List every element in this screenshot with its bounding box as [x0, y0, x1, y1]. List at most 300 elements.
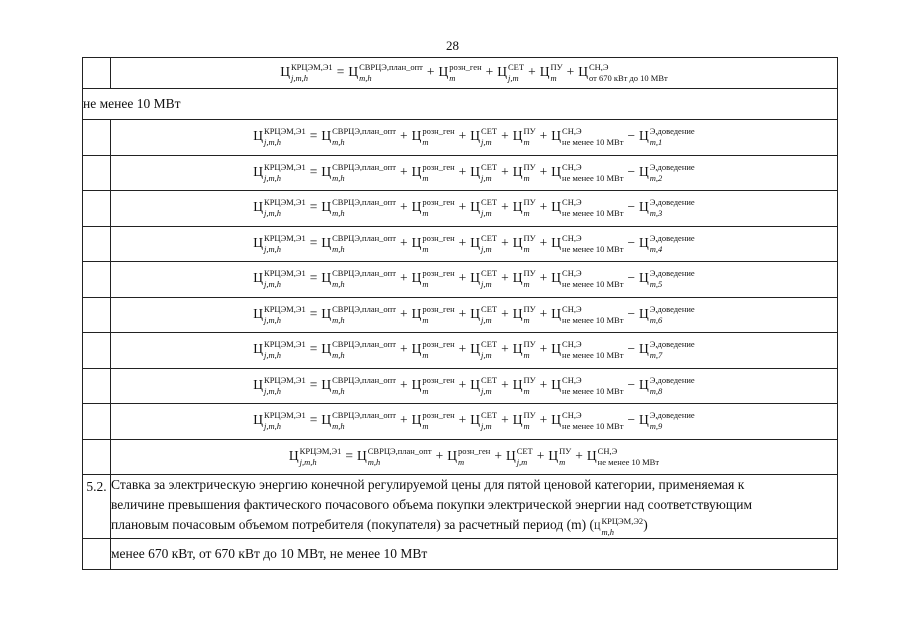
plus-sign: + — [539, 128, 548, 144]
superscript: СН,Э — [562, 374, 582, 385]
price-symbol: Ц — [551, 163, 562, 179]
minus-sign: − — [627, 199, 636, 215]
superscript: розн_ген — [449, 62, 482, 72]
superscript: Э,доведение — [649, 161, 695, 172]
subscript: m — [523, 172, 530, 183]
subscript: m,7 — [649, 350, 663, 361]
script-stack — [523, 233, 535, 255]
formula-term — [412, 268, 455, 290]
plus-sign: + — [539, 199, 548, 215]
formula-term — [412, 410, 455, 432]
script-stack — [650, 162, 695, 184]
subscript: от 670 кВт до 10 МВт — [588, 73, 668, 83]
table-row — [83, 404, 838, 440]
price-symbol: Ц — [578, 64, 588, 80]
superscript: ПУ — [523, 303, 536, 314]
price-symbol: Ц — [411, 199, 422, 215]
formula-term — [348, 62, 423, 84]
number-cell — [83, 58, 111, 89]
script-stack — [264, 304, 306, 326]
price-symbol: Ц — [470, 376, 481, 392]
subscript: j,m,h — [299, 456, 317, 467]
price-symbol: Ц — [639, 270, 649, 286]
formula-term — [513, 339, 536, 361]
superscript: СН,Э — [562, 339, 582, 350]
equals-sign: = — [309, 412, 318, 428]
price-symbol: Ц — [639, 376, 649, 392]
formula-cell — [111, 333, 838, 369]
table-row — [83, 368, 838, 404]
superscript: СЕТ — [481, 161, 498, 172]
subscript: m,2 — [649, 172, 663, 183]
indent-cell — [83, 262, 111, 298]
formula-term — [321, 410, 396, 432]
subscript: j,m — [481, 279, 492, 290]
price-symbol: Ц — [639, 305, 649, 321]
script-stack — [523, 375, 535, 397]
formula-term — [513, 268, 536, 290]
subscript: j,m — [481, 172, 492, 183]
formula-term — [253, 197, 305, 219]
script-stack — [264, 339, 306, 361]
price-symbol: Ц — [551, 199, 562, 215]
script-stack — [332, 410, 396, 432]
formula-term — [412, 233, 455, 255]
plus-sign: + — [501, 376, 509, 392]
formula-term — [470, 339, 497, 361]
formula-row-3 — [253, 197, 694, 219]
superscript: ПУ — [523, 339, 536, 350]
plus-sign: + — [458, 305, 467, 321]
price-symbol: Ц — [253, 128, 264, 144]
indent-cell — [83, 368, 111, 404]
subscript: m — [523, 314, 530, 325]
script-stack — [449, 62, 481, 84]
equals-sign: = — [309, 199, 318, 215]
subscript: m — [422, 137, 429, 148]
price-symbol: Ц — [512, 128, 523, 144]
formula-term — [551, 339, 623, 361]
table-row — [83, 226, 838, 262]
script-stack — [589, 62, 668, 84]
script-stack — [562, 126, 623, 148]
subscript: j,m,h — [264, 279, 282, 290]
price-symbol: Ц — [512, 376, 523, 392]
plus-sign: + — [575, 447, 583, 463]
formula-term — [639, 268, 695, 290]
plus-sign: + — [458, 376, 467, 392]
superscript: КРЦЭМ,Э1 — [264, 232, 306, 243]
formula-term — [447, 446, 490, 468]
minus-sign: − — [627, 376, 636, 392]
superscript: СЕТ — [481, 268, 498, 279]
indent-cell — [83, 439, 111, 475]
price-symbol: Ц — [321, 270, 332, 286]
plus-sign: + — [501, 234, 509, 250]
formula-term — [513, 375, 536, 397]
subscript: m — [422, 385, 429, 396]
script-stack — [650, 126, 695, 148]
superscript: СВРЦЭ,план_опт — [332, 303, 396, 314]
formula-cell — [111, 439, 838, 475]
price-symbol: Ц — [593, 521, 601, 531]
price-symbol: Ц — [321, 305, 332, 321]
price-symbol: Ц — [253, 412, 264, 428]
superscript: розн_ген — [422, 374, 455, 385]
script-stack — [601, 516, 643, 538]
plus-sign: + — [539, 163, 548, 179]
superscript: Э,доведение — [649, 339, 695, 350]
formula-term — [321, 339, 396, 361]
price-symbol: Ц — [551, 128, 562, 144]
superscript: КРЦЭМ,Э1 — [264, 161, 306, 172]
table-row — [83, 538, 838, 569]
formula-term — [639, 339, 695, 361]
plus-sign: + — [494, 447, 502, 463]
subscript: j,m — [481, 385, 492, 396]
minus-sign: − — [627, 270, 636, 286]
formula-term — [551, 410, 623, 432]
plus-sign: + — [435, 447, 444, 463]
plus-sign: + — [399, 341, 408, 357]
price-symbol: Ц — [411, 270, 422, 286]
plus-sign: + — [399, 270, 408, 286]
subscript: m — [422, 172, 429, 183]
superscript: СВРЦЭ,план_опт — [332, 197, 396, 208]
subscript: j,m — [516, 456, 528, 467]
price-symbol: Ц — [551, 234, 562, 250]
subscript: m — [422, 421, 429, 432]
superscript: СВРЦЭ,план_опт — [332, 374, 396, 385]
superscript: СЕТ — [481, 374, 498, 385]
section-label: не менее 10 МВт — [83, 89, 838, 120]
subscript: не менее 10 МВт — [597, 456, 660, 467]
superscript: Э,доведение — [649, 410, 695, 421]
subscript: не менее 10 МВт — [562, 279, 624, 290]
formula-term — [551, 304, 623, 326]
formula-term — [412, 197, 455, 219]
price-symbol: Ц — [253, 376, 264, 392]
superscript: ПУ — [523, 410, 536, 421]
price-symbol: Ц — [411, 305, 422, 321]
subscript: j,m — [481, 243, 492, 254]
subscript: m,9 — [649, 421, 663, 432]
price-symbol: Ц — [348, 64, 359, 80]
formula-term — [513, 126, 536, 148]
formula-cell — [111, 120, 838, 156]
superscript: СЕТ — [481, 339, 498, 350]
subscript: m,h — [332, 385, 345, 396]
subscript: m,h — [332, 243, 345, 254]
formula-term — [578, 62, 668, 84]
script-stack — [481, 339, 497, 361]
plus-sign: + — [501, 163, 509, 179]
subscript: j,m,h — [264, 314, 282, 325]
script-stack — [481, 126, 497, 148]
formula-term — [639, 233, 695, 255]
plus-sign: + — [426, 64, 435, 80]
superscript: СЕТ — [481, 232, 498, 243]
superscript: СВРЦЭ,план_опт — [332, 339, 396, 350]
script-stack — [559, 446, 571, 468]
superscript: КРЦЭМ,Э1 — [264, 339, 306, 350]
superscript: ПУ — [523, 126, 536, 137]
subscript: m — [523, 208, 530, 219]
price-symbol: Ц — [253, 199, 264, 215]
price-symbol: Ц — [438, 64, 449, 80]
subscript: m — [523, 350, 530, 361]
price-symbol: Ц — [639, 128, 649, 144]
subscript: m,h — [332, 208, 345, 219]
superscript: КРЦЭМ,Э1 — [299, 445, 342, 456]
script-stack — [332, 233, 396, 255]
formula-cell — [111, 155, 838, 191]
formula-term — [412, 162, 455, 184]
formula-cell — [111, 368, 838, 404]
superscript: СВРЦЭ,план_опт — [359, 62, 423, 72]
formula-term — [639, 126, 695, 148]
subscript: m,1 — [649, 137, 663, 148]
table-row — [83, 333, 838, 369]
formula-cell — [111, 262, 838, 298]
price-symbol: Ц — [551, 341, 562, 357]
formula-term — [551, 197, 623, 219]
price-symbol: Ц — [288, 447, 299, 463]
subscript: j,m,h — [264, 137, 282, 148]
price-symbol: Ц — [512, 199, 523, 215]
price-symbol: Ц — [411, 234, 422, 250]
script-stack — [650, 375, 695, 397]
formula-term — [357, 446, 432, 468]
script-stack — [458, 446, 490, 468]
script-stack — [422, 162, 454, 184]
formula-term — [513, 233, 536, 255]
formula-term — [470, 268, 497, 290]
subscript: не менее 10 МВт — [562, 385, 624, 396]
minus-sign: − — [627, 234, 636, 250]
table-row — [83, 262, 838, 298]
price-symbol: Ц — [470, 128, 481, 144]
script-stack — [422, 233, 454, 255]
script-stack — [481, 410, 497, 432]
equals-sign: = — [309, 163, 318, 179]
item-number: 5.2. — [83, 475, 111, 539]
formula-row-6 — [253, 304, 694, 326]
superscript: СН,Э — [562, 126, 582, 137]
formula-term — [253, 375, 305, 397]
price-symbol: Ц — [639, 234, 649, 250]
price-symbol: Ц — [357, 447, 367, 463]
script-stack — [481, 233, 497, 255]
price-symbol: Ц — [512, 234, 523, 250]
minus-sign: − — [627, 163, 636, 179]
subscript: не менее 10 МВт — [562, 314, 624, 325]
superscript: КРЦЭМ,Э1 — [264, 268, 306, 279]
superscript: КРЦЭМ,Э1 — [264, 197, 306, 208]
superscript: Э,доведение — [649, 197, 695, 208]
plus-sign: + — [501, 412, 509, 428]
price-symbol: Ц — [586, 447, 597, 463]
table-row — [83, 155, 838, 191]
subscript: j,m — [481, 137, 492, 148]
table-row — [83, 475, 838, 539]
superscript: СЕТ — [481, 303, 498, 314]
formula-row-5 — [253, 268, 694, 290]
price-symbol: Ц — [411, 412, 422, 428]
formula-row-1 — [253, 126, 694, 148]
superscript: СН,Э — [597, 445, 618, 456]
formula-term — [594, 516, 643, 538]
script-stack — [264, 410, 306, 432]
superscript: ПУ — [523, 197, 536, 208]
script-stack — [650, 197, 695, 219]
plus-sign: + — [458, 412, 467, 428]
plus-sign: + — [399, 128, 408, 144]
superscript: розн_ген — [422, 339, 455, 350]
script-stack — [481, 268, 497, 290]
formula-term — [587, 446, 659, 468]
script-stack — [562, 339, 623, 361]
formula-row-9 — [253, 410, 694, 432]
price-symbol: Ц — [512, 305, 523, 321]
script-stack — [332, 375, 396, 397]
price-symbol: Ц — [497, 64, 507, 80]
formula-cell — [111, 226, 838, 262]
price-symbol: Ц — [253, 234, 264, 250]
script-stack — [562, 233, 623, 255]
subscript: m,4 — [649, 243, 663, 254]
formula-term — [639, 375, 695, 397]
price-symbol: Ц — [321, 234, 332, 250]
superscript: СВРЦЭ,план_опт — [332, 410, 396, 421]
subscript: m,h — [332, 350, 345, 361]
formula-term — [470, 162, 497, 184]
subscript: m — [457, 456, 465, 467]
indent-cell — [83, 120, 111, 156]
subscript: не менее 10 МВт — [562, 350, 624, 361]
subscript: m,5 — [649, 279, 663, 290]
script-stack — [523, 410, 535, 432]
plus-sign: + — [566, 64, 575, 80]
price-symbol: Ц — [470, 270, 481, 286]
plus-sign: + — [539, 270, 548, 286]
plus-sign: + — [539, 305, 548, 321]
plus-sign: + — [458, 234, 467, 250]
superscript: СЕТ — [481, 197, 498, 208]
superscript: КРЦЭМ,Э2 — [601, 515, 644, 526]
formula-term — [321, 268, 396, 290]
price-symbol: Ц — [470, 163, 481, 179]
equals-sign: = — [309, 128, 318, 144]
plus-sign: + — [539, 341, 548, 357]
plus-sign: + — [399, 412, 408, 428]
superscript: СВРЦЭ,план_опт — [332, 126, 396, 137]
price-symbol: Ц — [411, 163, 422, 179]
table-row — [83, 58, 838, 89]
script-stack — [650, 339, 695, 361]
formula-term — [412, 339, 455, 361]
formula-term — [321, 197, 396, 219]
subscript: m,h — [332, 314, 345, 325]
script-stack — [562, 410, 623, 432]
formula-term — [470, 197, 497, 219]
subscript: j,m,h — [264, 421, 282, 432]
subscript: m,h — [332, 172, 345, 183]
script-stack — [562, 197, 623, 219]
subscript: m — [449, 73, 456, 83]
plus-sign: + — [528, 64, 536, 80]
superscript: СВРЦЭ,план_опт — [332, 268, 396, 279]
plus-sign: + — [501, 128, 509, 144]
plus-sign: + — [539, 412, 548, 428]
table-row — [83, 297, 838, 333]
formula-term — [540, 62, 563, 84]
formula-term — [470, 126, 497, 148]
script-stack — [264, 268, 306, 290]
subscript: m,h — [332, 279, 345, 290]
subscript: m — [550, 73, 557, 83]
script-stack — [650, 304, 695, 326]
formula-cell — [111, 58, 838, 89]
price-symbol: Ц — [321, 341, 332, 357]
formula-term — [289, 446, 341, 468]
subscript: j,m — [481, 314, 492, 325]
formula-term — [321, 126, 396, 148]
formula-term — [551, 233, 623, 255]
superscript: СВРЦЭ,план_опт — [367, 445, 432, 456]
script-stack — [332, 126, 396, 148]
tariff-table — [82, 57, 838, 570]
equals-sign: = — [309, 270, 318, 286]
plus-sign: + — [458, 270, 467, 286]
formula-term — [321, 375, 396, 397]
equals-sign: = — [309, 341, 318, 357]
price-symbol: Ц — [411, 376, 422, 392]
formula-term — [253, 126, 305, 148]
description-line: Ставка за электрическую энергию конечной регулируемой цены для пятой ценовой категории, применяемая к — [111, 477, 745, 492]
equals-sign: = — [309, 376, 318, 392]
plus-sign: + — [501, 305, 509, 321]
price-symbol: Ц — [253, 341, 264, 357]
formula-term — [412, 375, 455, 397]
script-stack — [264, 375, 306, 397]
formula-term — [551, 268, 623, 290]
formula-term — [639, 197, 695, 219]
script-stack — [368, 446, 432, 468]
minus-sign: − — [627, 412, 636, 428]
price-symbol: Ц — [512, 163, 523, 179]
formula-term — [513, 197, 536, 219]
price-symbol: Ц — [551, 305, 562, 321]
script-stack — [481, 304, 497, 326]
script-stack — [422, 197, 454, 219]
subscript: m — [523, 385, 530, 396]
equals-sign: = — [309, 234, 318, 250]
formula-term — [551, 126, 623, 148]
subscript: j,m — [481, 350, 492, 361]
script-stack — [650, 410, 695, 432]
formula-term — [470, 304, 497, 326]
formula-row-8 — [253, 375, 694, 397]
superscript: СН,Э — [562, 161, 582, 172]
superscript: СЕТ — [516, 445, 533, 456]
formula-term — [548, 446, 571, 468]
subscript: m,h — [601, 526, 614, 537]
plus-sign: + — [501, 199, 509, 215]
formula-first — [280, 62, 668, 84]
superscript: розн_ген — [422, 197, 455, 208]
subscript: j,m,h — [264, 350, 282, 361]
